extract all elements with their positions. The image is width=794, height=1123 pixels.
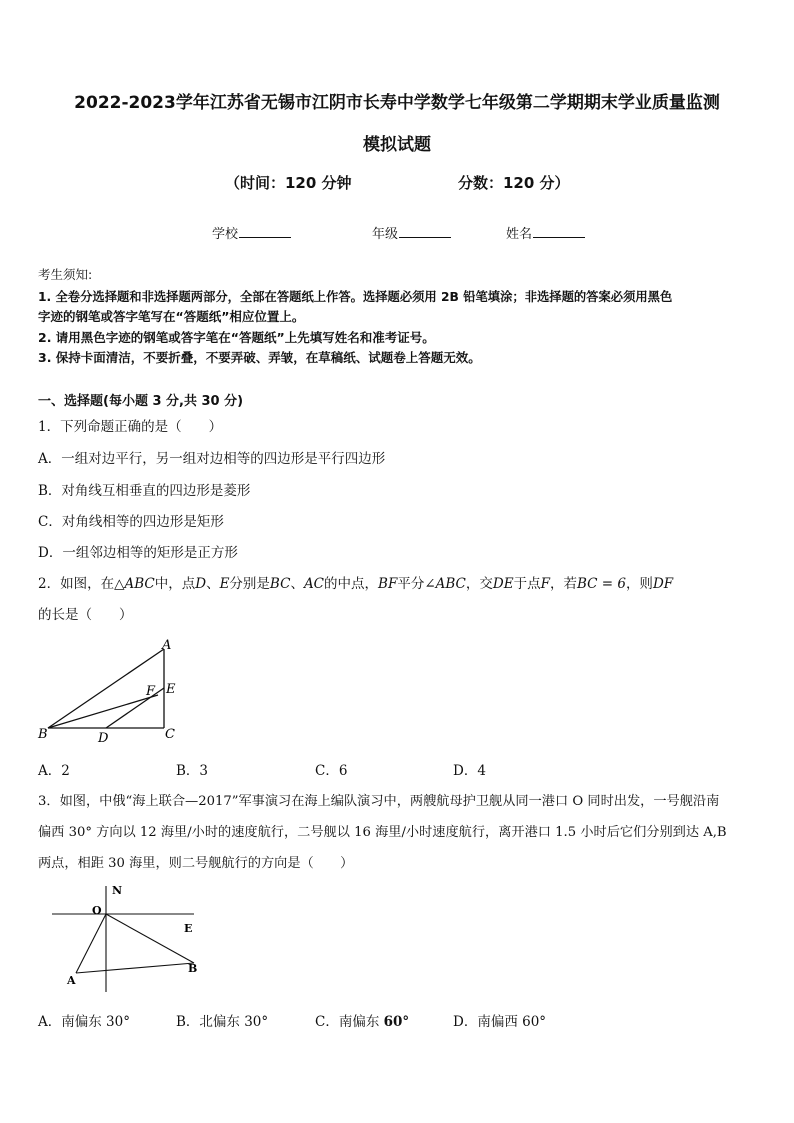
notice-item-3: 3. 保持卡面清洁，不要折叠，不要弄破、弄皱，在草稿纸、试题卷上答题无效。 xyxy=(38,350,481,365)
q2-text: 2．如图，在 xyxy=(38,576,115,592)
notice-item-2: 2. 请用黑色字迹的钢笔或答字笔在“答题纸”上先填写姓名和准考证号。 xyxy=(38,330,435,345)
q3-stem-line2: 偏西 30° 方向以 12 海里/小时的速度航行，二号舰以 16 海里/小时速度航行，离开港口 1.5 小时后它们分别到达 A,B xyxy=(38,825,727,840)
q2-triangle: △ABC xyxy=(114,576,155,592)
q2-segment-de: DE xyxy=(492,576,514,592)
q2-condition: BC = 6 xyxy=(576,576,626,592)
notice-heading: 考生须知: xyxy=(38,267,93,282)
label-f: F xyxy=(146,684,156,699)
page-title: 2022-2023学年江苏省无锡市江阴市长寿中学数学七年级第二学期期末学业质量监测 xyxy=(74,93,720,113)
q2-stem xyxy=(38,572,673,592)
q2-option-d: D．4 xyxy=(453,763,486,779)
q3-stem-line3: 两点，相距 30 海里，则二号舰航行的方向是（ ） xyxy=(38,856,354,871)
q2-text: ，则 xyxy=(625,576,653,592)
segment-oa xyxy=(76,914,106,973)
q1-option-b: B．对角线互相垂直的四边形是菱形 xyxy=(38,483,251,499)
q3-option-a: A．南偏东 30° xyxy=(38,1014,130,1030)
q2-segment-ac: AC xyxy=(303,576,325,592)
q2-text: 、 xyxy=(206,576,220,592)
q3-option-c-text: C．南偏东 xyxy=(315,1014,380,1030)
grade-blank xyxy=(399,224,451,238)
q2-text: ，交 xyxy=(465,576,493,592)
q2-segment-bf: BF xyxy=(378,576,398,592)
label-a: A xyxy=(67,974,76,987)
q2-text: 的中点， xyxy=(324,576,379,592)
q3-stem-line1: 3．如图，中俄“海上联合—2017”军事演习在海上编队演习中，两艘航母护卫舰从同一港口 O 同时出发，一号舰沿南 xyxy=(38,794,720,809)
label-c: C xyxy=(165,727,175,742)
label-b: B xyxy=(38,727,48,742)
name-label: 姓名 xyxy=(506,227,533,242)
q1-stem: 1．下列命题正确的是（ ） xyxy=(38,419,223,435)
school-field xyxy=(212,223,291,242)
q2-option-c: C．6 xyxy=(315,763,348,779)
q2-text: 平分 xyxy=(397,576,425,592)
label-e: E xyxy=(166,682,176,697)
segment-ab xyxy=(76,963,194,973)
q2-text: 于点 xyxy=(513,576,541,592)
q1-option-d: D．一组邻边相等的矩形是正方形 xyxy=(38,545,238,561)
page-title-line2: 模拟试题 xyxy=(363,135,431,155)
label-o: O xyxy=(92,904,102,917)
notice-item-1-cont: 字迹的钢笔或答字笔写在“答题纸”相应位置上。 xyxy=(38,309,305,324)
q2-point-e: E xyxy=(219,576,230,592)
label-b: B xyxy=(188,962,198,975)
section-heading: 一、选择题(每小题 3 分,共 30 分) xyxy=(38,394,244,409)
exam-time: （时间：120 分钟 xyxy=(225,174,352,192)
name-blank xyxy=(533,224,585,238)
q2-stem-line2: 的长是（ ） xyxy=(38,607,133,623)
name-field xyxy=(506,223,585,242)
q2-text: 分别是 xyxy=(229,576,270,592)
q2-triangle-figure xyxy=(34,634,194,746)
q3-option-b: B．北偏东 30° xyxy=(176,1014,269,1030)
q2-option-a: A．2 xyxy=(38,763,70,779)
grade-label: 年级 xyxy=(372,227,399,242)
q3-option-c-value: 60° xyxy=(383,1014,410,1030)
q1-option-a: A．一组对边平行，另一组对边相等的四边形是平行四边形 xyxy=(38,451,386,467)
q2-text: 、 xyxy=(290,576,304,592)
q3-direction-figure xyxy=(44,880,214,1000)
q2-option-b: B．3 xyxy=(176,763,209,779)
q2-segment-bc: BC xyxy=(269,576,291,592)
school-label: 学校 xyxy=(212,227,239,242)
segment-bf xyxy=(48,695,158,728)
exam-score: 分数：120 分） xyxy=(458,174,570,192)
q3-option-d: D．南偏西 60° xyxy=(453,1014,547,1030)
q2-text: ，若 xyxy=(549,576,577,592)
school-blank xyxy=(239,224,291,238)
label-a: A xyxy=(162,638,172,653)
q2-point-f: F xyxy=(540,576,550,592)
label-n: N xyxy=(112,884,123,897)
q2-point-d: D xyxy=(195,576,207,592)
q1-option-c: C．对角线相等的四边形是矩形 xyxy=(38,514,224,530)
label-e: E xyxy=(184,922,193,935)
notice-item-1: 1. 全卷分选择题和非选择题两部分，全部在答题纸上作答。选择题必须用 2B 铅笔填涂；非选择题的答案必须用黑色 xyxy=(38,290,673,304)
q2-segment-df: DF xyxy=(652,576,674,592)
grade-field xyxy=(372,223,451,242)
q2-text: 中，点 xyxy=(154,576,196,592)
segment-ob xyxy=(106,914,194,963)
q3-option-c xyxy=(315,1010,409,1030)
q2-angle: ∠ABC xyxy=(424,576,466,592)
label-d: D xyxy=(98,731,109,746)
